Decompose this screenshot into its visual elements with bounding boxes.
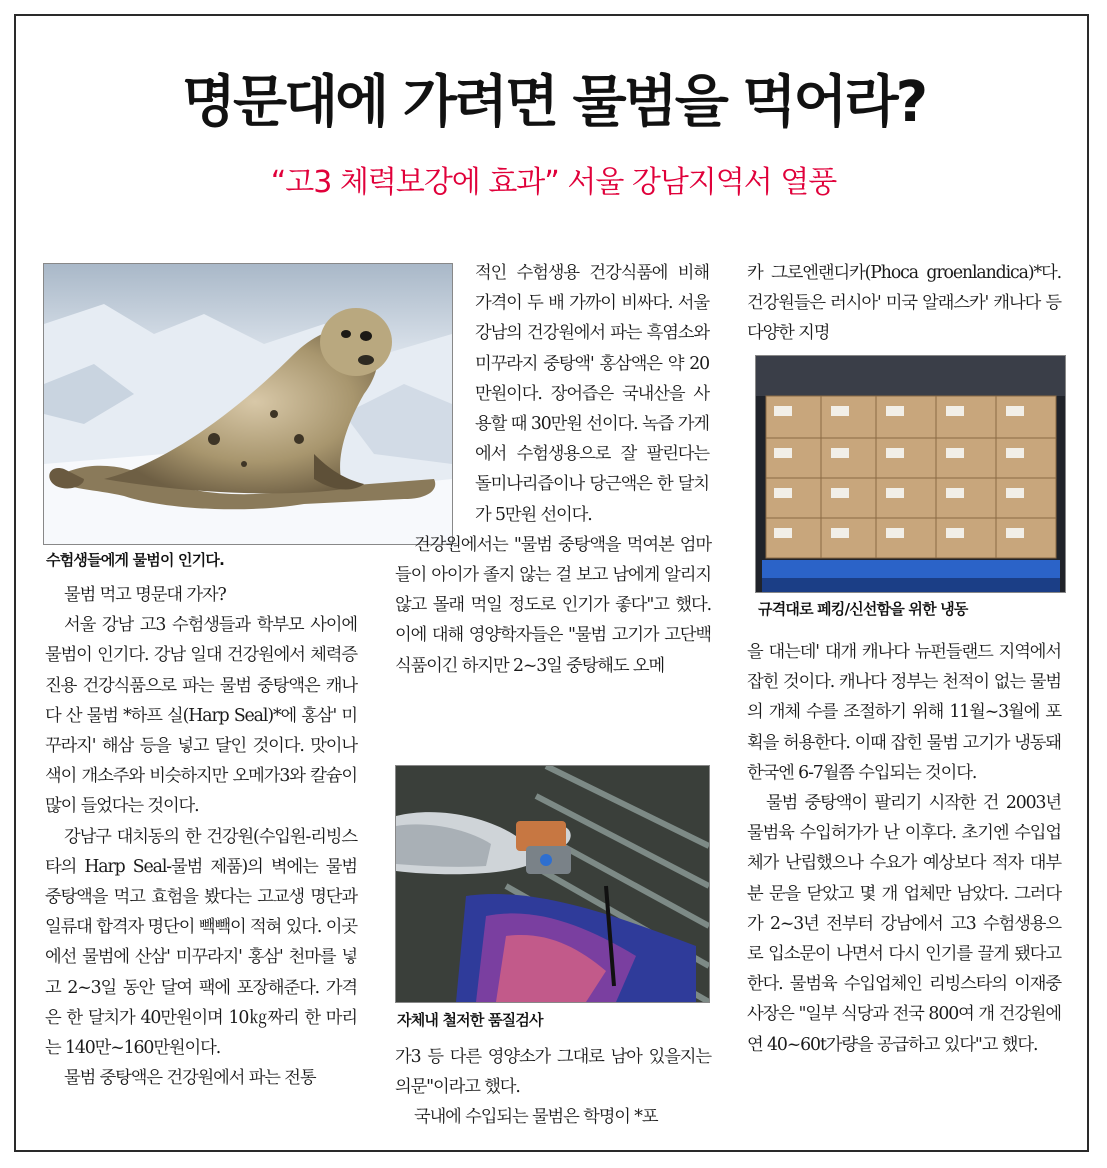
column-3-top: [747, 258, 1061, 349]
column-3-paragraph: 을 대는데' 대개 캐나다 뉴펀들랜드 지역에서 잡힌 것이다. 캐나다 정부는 천적이 없는 물범의 개체 수를 조절하기 위해 11월~3월에 포획을 허용한다. 이때 잡힌 물범 고기가 냉동돼 한국엔 6-7월쯤 수입되는 것이다.: [747, 642, 1061, 783]
column-3-paragraph: 물범 중탕액이 팔리기 시작한 건 2003년 물범육 수입허가가 난 이후다. 초기엔 수입업체가 난립했으나 수요가 예상보다 적자 대부분 문을 닫았고 몇 개 업체만 남았다. 그러다가 2~3년 전부터 강남에서 고3 수험생용으로 입소문이 나면서 다시 인기를 끌게 됐다고 한다. 물범육 수입업체인 리빙스타의 이재중 사장은 "일부 식당과 전국 800여 개 건강원에 연 40~60t가량을 공급하고 있다"고 했다.: [747, 793, 1061, 1055]
column-2-bottom: [395, 1042, 711, 1133]
column-3-bottom: [747, 637, 1061, 1060]
column-1: [45, 580, 357, 1093]
column-1-paragraph: 강남구 대치동의 한 건강원(수입원-리빙스타의 Harp Seal-물범 제품)의 벽에는 물범 중탕액을 먹고 효험을 봤다는 고교생 명단과 일류대 합격자 명단이 빽빽이 적혀 있다. 이곳에선 물범에 산삼' 미꾸라지' 홍삼' 천마를 넣고 2~3일 동안 달여 팩에 포장해준다. 가격은 한 달치가 40만원이며 10㎏짜리 한 마리는 140만~160만원이다.: [45, 826, 357, 1059]
frozen-boxes-photo: [755, 355, 1066, 593]
column-1-paragraph: 물범 먹고 명문대 가자?: [64, 585, 226, 605]
inspection-photo: [395, 765, 710, 1003]
inspection-caption: 자체내 철저한 품질검사: [397, 1011, 543, 1029]
seal-photo: [43, 263, 453, 545]
column-2-paragraph: 가3 등 다른 영양소가 그대로 남아 있을지는 의문"이라고 했다.: [395, 1047, 711, 1098]
seal-photo-caption: 수험생들에게 물범이 인기다.: [46, 551, 225, 569]
column-2-paragraph: 국내에 수입되는 물범은 학명이 *포: [414, 1107, 658, 1128]
headline: 명문대에 가려면 물범을 먹어라?: [181, 70, 926, 135]
column-2-top: [395, 258, 711, 681]
column-3-paragraph: 카 그로엔랜디카(Phoca groenlandica)*다. 건강원들은 러시아' 미국 알래스카' 캐나다 등 다양한 지명: [747, 263, 1061, 344]
column-2-paragraph: 적인 수험생용 건강식품에 비해 가격이 두 배 가까이 비싸다. 서울 강남의 건강원에서 파는 흑염소와 미꾸라지 중탕액' 홍삼액은 약 20만원이다. 장어즙은 국내산을 사용할 때 30만원 선이다. 녹즙 가게에서 수험생용으로 잘 팔린다는 돌미나리즙이나 당근액은 한 달치가 5만원 선이다.: [475, 263, 709, 525]
column-1-paragraph: 서울 강남 고3 수험생들과 학부모 사이에 물범이 인기다. 강남 일대 건강원에서 체력증진용 건강식품으로 파는 물범 중탕액은 캐나다 산 물범 *하프 실(Harp Seal)*에 홍삼' 미꾸라지' 해삼 등을 넣고 달인 것이다. 맛이나 색이 개소주와 비슷하지만 오메가3와 칼슘이 많이 들었다는 것이다.: [45, 615, 357, 817]
column-2-paragraph: 건강원에서는 "물범 중탕액을 먹여본 엄마들이 아이가 졸지 않는 걸 보고 남에게 알리지 않고 몰래 먹일 정도로 인기가 좋다"고 했다. 이에 대해 영양학자들은 "물범 고기가 고단백 식품이긴 하지만 2~3일 중탕해도 오메: [395, 534, 711, 676]
column-1-paragraph: 물범 중탕액은 건강원에서 파는 전통: [64, 1068, 316, 1089]
frozen-boxes-caption: 규격대로 페킹/신선함을 위한 냉동: [758, 600, 968, 618]
subheadline: “고3 체력보강에 효과” 서울 강남지역서 열풍: [270, 165, 837, 200]
